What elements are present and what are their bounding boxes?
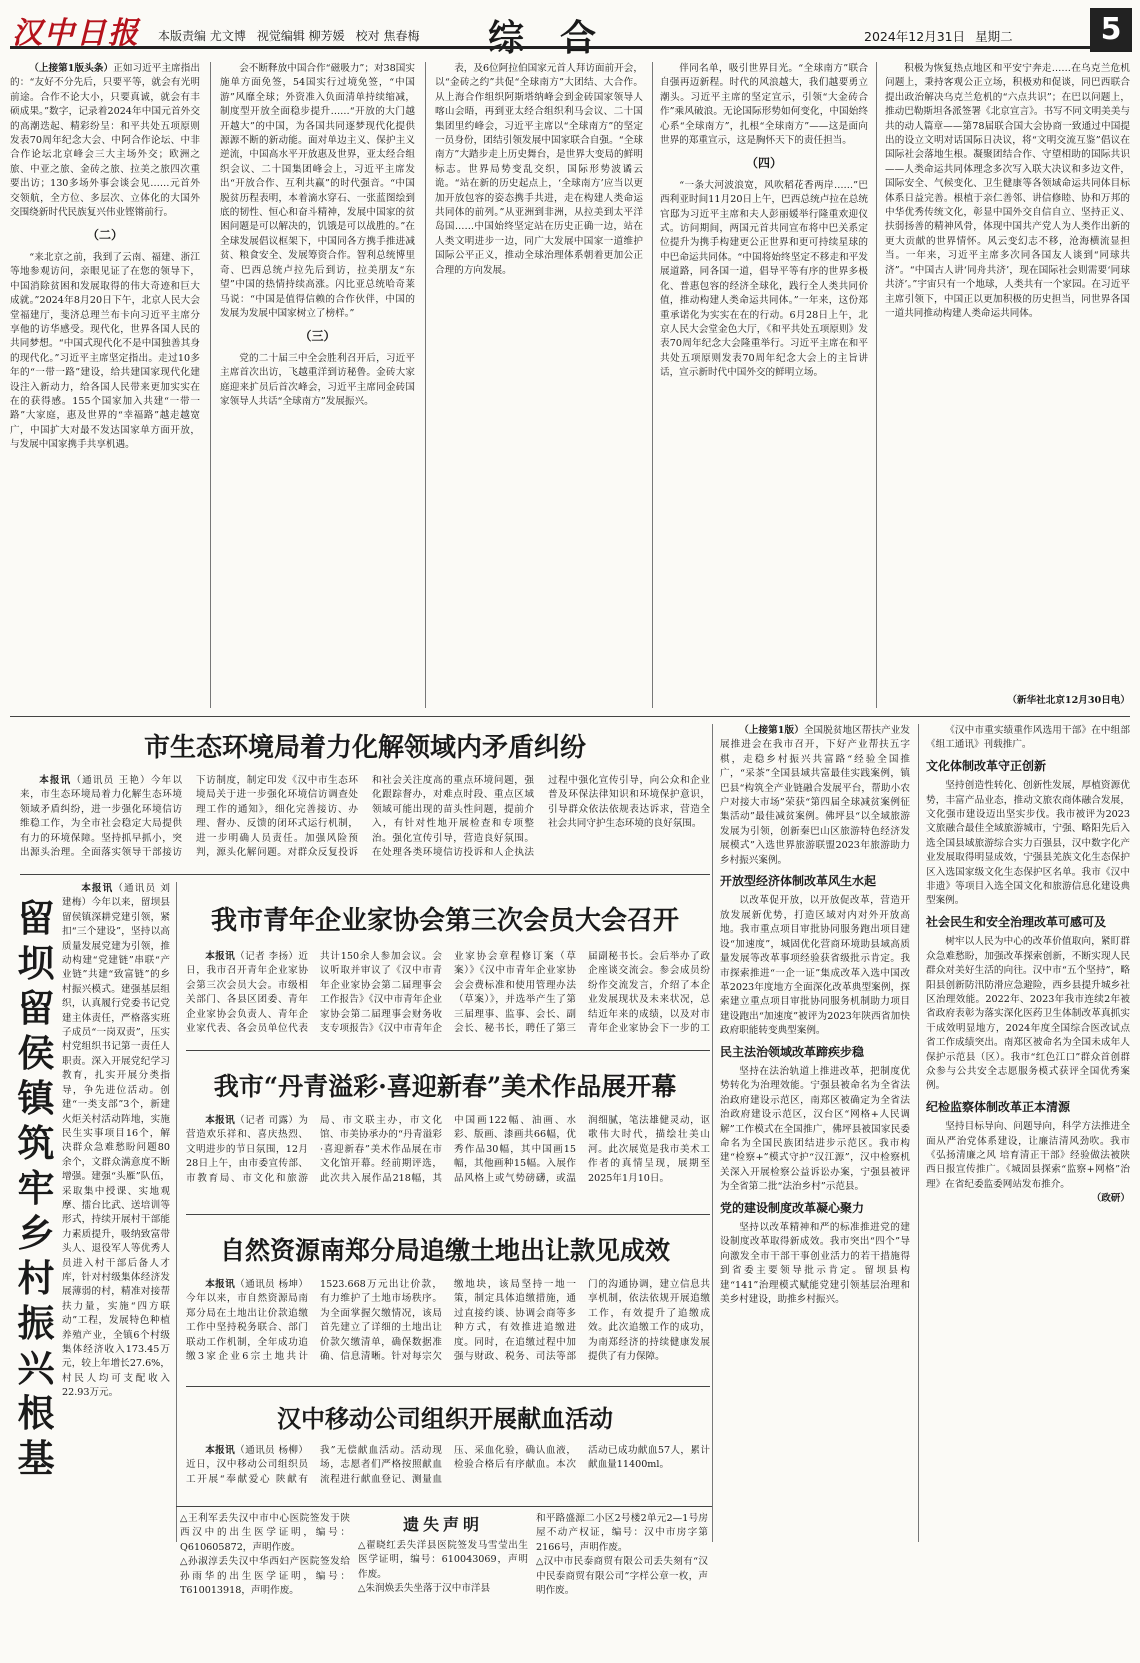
top-story-col-5 [885, 62, 1130, 694]
headline-eco: 市生态环境局着力化解领域内矛盾纠纷 [143, 733, 586, 763]
headline-char: 留 [17, 896, 55, 940]
headline-char: 镇 [17, 1076, 55, 1120]
byline: 本报讯 [205, 1445, 236, 1456]
page-number: 5 [1090, 8, 1132, 52]
article-text: 树牢以人民为中心的改革价值取向，紧盯群众急难愁盼，加强改革探索创新，不断实现人民群众对美好生活的向往。汉中市“五个坚持”，略阳县创新防汛防滑应急避险，西乡县提升城乡社区治理效能。2022年、2023年我市连续2年被省政府表彰为落实深化医药卫生体制改革真抓实干成效明显地方，2024年度全国综合医改试点省工作成绩突出。南郑区被命名为全国未成年人保护示范县（区）。我市“红色江口”群众首创群众参与公共安全志愿服务模式获评全国优秀案例。 [926, 936, 1130, 1092]
staff-credit: 本版责编 尤文博 [158, 29, 246, 43]
headline-char: 侯 [17, 1031, 55, 1075]
article-text: 坚持以改革精神和严的标准推进党的建设制度改革取得新成效。我市突出“四个”导向激发全市干部干事创业活力的若干措施得到省委主要领导批示肯定。留坝县构建“141”治理模式赋能党建引领基层治理和美乡村建设，助推乡村振兴。 [720, 1222, 910, 1306]
headline-char: 乡 [17, 1211, 55, 1255]
top-story-col-3 [435, 62, 643, 710]
masthead [0, 0, 1140, 64]
article-text: （通讯员 杨柳）近日，汉中移动公司组织员工开展“奉献爱心 陕献有我”无偿献血活动。活动现场，志愿者们严格按照献血流程进行献血登记、测量血压、采血化验，确认血液，检验合格后有序献血。本次活动已成功献血57人，累计献血量11400ml。 [186, 1445, 710, 1485]
headline-char: 留 [17, 986, 55, 1030]
top-text: “来北京之前，我到了云南、福建、浙江等地参观访问，亲眼见证了在您的领导下，中国消除贫困和发展取得的伟大奇迹和巨大成就。”2024年8月20日下午，北京人民大会堂福建厅，斐济总理兰布卡向习近平主席分享他的访华感受。现代化，世界各国人民的共同梦想。“中国式现代化不是中国独善其身的现代化。”习近平主席坚定指出。走过10多年的“一带一路”建设，给共建国家现代化建设注入新动力，给各国人民带来更加实实在在的获得感。155个国家加入共建“一带一路”大家庭，惠及世界的“幸福路”越走越宽广，中国扩大对最不发达国家单方面开放，与发展中国家携手共享机遇。 [10, 251, 200, 451]
notice-item: △朱润焕丢失坐落于汉中市洋县 [358, 1583, 491, 1595]
headline-blood: 汉中移动公司组织开展献血活动 [277, 1404, 613, 1433]
notice-item: 和平路盛源二小区2号楼2单元2—1号房屋不动产权证，编号：汉中市房字第2166号，声明作废。 [536, 1513, 708, 1553]
column-divider [652, 62, 653, 708]
notices-right [536, 1512, 708, 1652]
article-divider [186, 1386, 710, 1387]
article-text: （通讯员 杨坤）今年以来，市自然资源局南郑分局在土地出让价款追缴工作中坚持税务联合、部门联动工作机制，全年成功追缴3家企业6宗土地共计1523.668万元出让价款，有力维护了土地市场秩序。为全面掌握欠缴情况，该局首先建立了详细的土地出让价款欠缴清单，确保数据准确、信息清晰。针对每宗欠缴地块，该局坚持一地一策，制定具体追缴措施，通过直接约谈、协调会商等多种方式，有效推进追缴进度。同时，在追缴过程中加强与财政、税务、司法等部门的沟通协调，建立信息共享机制，依法依规开展追缴工作，有效提升了追缴成效。此次追缴工作的成功，为南郑经济的持续健康发展提供了有力保障。 [186, 1279, 710, 1363]
right-col-2 [926, 724, 1130, 1542]
article-text: （通讯员 刘建梅）今年以来，留坝县留侯镇深耕党建引领，紧扣“三个建设”，坚持以高质量发展党建为引领，推动构建“党建链”串联“产业链”共建“致富链”的乡村振兴模式。建强基层组织，认真履行党委书记党建主体责任，严格落实班子成员“一岗双责”，压实村党组织书记第一责任人职责。深入开展党纪学习教育，扎实开展分类指导，争先进位活动。创建“一类支部”3个，新建火炬关村活动阵地，实施民生实事项目16个，解决群众急难愁盼问题80余个，文群众满意度不断增强。建强“头雁”队伍，采取集中授课、实地观摩、擂台比武、送培训等形式，持续开展村干部能力素质提升，吸纳致富带头人、退役军人等优秀人员进入村干部后备人才库，针对村级集体经济发展薄弱的村，精准对接帮扶力量，实施“四方联动”工程，发展特色种植养殖产业，全镇6个村级集体经济收入173.45万元，较上年增长27.6%，村民人均可支配收入22.93万元。 [62, 883, 170, 1399]
column-divider [210, 62, 211, 708]
article-youth-body [186, 950, 710, 1044]
article-text: （记者 李扬）近日，我市召开青年企业家协会第三次会员大会。市级相关部门、各县区团委、青年企业家协会负责人、青年企业家代表、各会员单位代表共计150余人参加会议。会议听取并审议了《汉中市青年企业家协会第二届理事会工作报告》《汉中市青年企业家协会第二届理事会财务收支专项报告》《汉中市青年企业家协会章程修订案（草案）》《汉中市青年企业家协会会费标准和使用管理办法（草案）》，并选举产生了第三届理事、监事、会长、副会长、秘书长，聘任了第三届副秘书长。会后举办了政企座谈交流会。参会成员纷纷作交流发言，介绍了本企业发展现状及未来状况，总结近年来的成绩，以及对市青年企业家协会下一步的工 [186, 951, 710, 1035]
byline: 本报讯 [205, 951, 236, 962]
article-text: 坚持创造性转化、创新性发展，厚植资源优势，丰富产品业态，推动文旅农商体融合发展，文化强市建设迈出坚实步伐。我市被评为2023文旅融合最佳全域旅游城市，宁强、略阳先后入选全国县域旅游综合实力百强县，汉中数字化产业发展取得明显成效，宁强县羌族文化生态保护区入选国家级文化生态保护区名单。我市《汉中非遗》等项目入选全国文化和旅游信息化建设典型案例。 [926, 780, 1130, 907]
headline-char: 牢 [17, 1166, 55, 1210]
article-divider [186, 1214, 710, 1215]
subheading: 开放型经济体制改革风生水起 [720, 874, 877, 889]
headline-char: 坝 [17, 941, 55, 985]
notices-rule [176, 1506, 712, 1507]
headline-char: 振 [17, 1301, 55, 1345]
top-text: “一条大河波浪宽，风吹稻花香两岸……”巴西利亚时间11月20日上午，巴西总统卢拉在总统官邸为习近平主席和夫人彭丽媛举行隆重欢迎仪式。访问期间，两国元首共同宣布将中巴关系定位提升为携手构建更公正世界和更可持续星球的中巴命运共同体。“中国将始终坚定不移走和平发展道路，同各国一道，倡导平等有序的世界多极化、普惠包容的经济全球化，践行全人类共同价值，推动构建人类命运共同体。”一年来，这份郑重承诺化为实实在在的行动。6月28日上午，北京人民大会堂金色大厅，《和平共处五项原则》发表70周年纪念大会隆重举行。习近平主席在和平共处五项原则发表70周年纪念大会上的主旨讲话，宣示新时代中国外交的鲜明立场。 [660, 179, 868, 379]
article-blood-body [186, 1444, 710, 1504]
headline-liuba [14, 896, 58, 1481]
staff-credit: 视觉编辑 柳芳媛 [256, 29, 345, 43]
staff-credit: 校对 焦春梅 [355, 29, 420, 43]
headline-char: 兴 [17, 1346, 55, 1390]
masthead-rule [10, 46, 1130, 49]
article-end-tag: （政研） [1091, 1193, 1130, 1205]
top-story-col-2 [220, 62, 415, 710]
article-text: 坚持在法治轨道上推进改革，把制度优势转化为治理效能。宁强县被命名为全省法治政府建设示范区，南郑区被确定为全省法治政府建设示范区，汉台区“网格+人民调解”工作模式在全国推广，佛坪县被国家民委命名为全国民族团结进步示范区。我市构建“检察+”模式守护“汉江源”，汉中检察机关深入开展检察公益诉讼办案，宁强县被评为全省第二批“法治乡村”示范县。 [720, 1065, 910, 1193]
notice-title: 遗失声明 [402, 1515, 483, 1534]
column-divider [876, 62, 877, 708]
top-story-col-4 [660, 62, 868, 710]
section-title: 综合 [488, 18, 633, 59]
staff-credits [158, 27, 419, 44]
article-text: 坚持目标导向、问题导向，科学方法推进全面从严治党体系建设，让廉洁清风劲吹。我市《弘扬清廉之风 培育清正干部》经验做法被陕西日报宣传推广。《城固县探索“监察+网格”治理》在省纪委监委网站发布推介。 [926, 1121, 1130, 1190]
article-text: 全国脱贫地区帮扶产业发展推进会在我市召开，下好产业帮扶五字棋，走稳乡村振兴共富路“经验全国推广，“采茶”全国县域共富最佳实践案例，镇巴县“构筑全产业链融合发展平台，帮助小农户对接大市场”荣获“第四届全球减贫案例征集活动”最佳减贫案例。佛坪县“以全域旅游发展为引领，创新秦巴山区旅游特色经济发展模式”入选世界旅游联盟2023年旅游助力乡村振兴案例。 [720, 725, 910, 866]
section-marker: （三） [299, 329, 336, 344]
headline-land: 自然资源南郑分局追缴土地出让款见成效 [219, 1236, 670, 1265]
subheading: 文化体制改革守正创新 [926, 758, 1047, 773]
subheading: 纪检监察体制改革正本清源 [926, 1099, 1071, 1114]
article-text: （记者 司露）为营造欢乐祥和、喜庆热烈、文明进步的节日氛围，12月28日上午，由市委宣传部、市教育局、市文化和旅游局、市文联主办，市文化馆、市美协承办的“丹青溢彩·喜迎新春”美术作品展在市文化馆开幕。经前期评选，此次共入展作品218幅，其中国画122幅、油画、水彩、版画、漆画共66幅，优秀作品30幅，其中国画15幅，其他画种15幅。入展作品风格上或气势磅礴，或温润细腻，笔法雄健灵动，讴歌伟大时代，描绘壮美山河。此次展览是我市美术工作者的真情呈现，展期至2025年1月10日。 [186, 1115, 710, 1184]
top-text: 表，及6位阿拉伯国家元首人拜访面前开会，以“金砖之约”共促“全球南方”大团结、大合作。从上海合作组织阿斯塔纳峰会到金砖国家领导人喀山会晤，再到亚太经合组织利马会议、二十国集团里约峰会，习近平主席以“全球南方”的坚定一员身份，团结引领发展中国家联合自强。“全球南方”大踏步走上历史舞台，是世界大变局的鲜明标志。世界局势变乱交织，国际形势波谲云诡。“站在新的历史起点上，‘全球南方’应当以更加开放包容的姿态携手共进，走在构建人类命运共同体的前列。”从亚洲到非洲，从拉美到太平洋岛国……中国始终坚定站在历史正确一边，站在人类文明进步一边，同广大发展中国家一道维护国际公平正义，推动全球治理体系朝着更加公正合理的方向发展。 [435, 63, 643, 276]
article-text: 以改革促开放，以开放促改革，营造开放发展新优势，打造区域对内对外开放高地。我市重点项目审批协同服务跑出项目建设“加速度”，城固优化营商环境助县域高质量发展等改革事项经验获省级批示肯定。我市探索推进“一企一证”集成改革入选中国改革2023年度地方全面深化改革典型案例，探索建立重点项目审批协同服务机制助力项目建设跑出“加速度”被评为2023年陕西省加快政府职能转变典型案例。 [720, 895, 910, 1037]
weekday-text: 星期二 [975, 29, 1013, 44]
column-divider [918, 724, 919, 1542]
article-divider [20, 874, 710, 875]
subheading: 民主法治领域改革蹄疾步稳 [720, 1044, 865, 1059]
top-text: 积极为恢复热点地区和平安宁奔走……在乌克兰危机问题上，秉持客观公正立场，积极劝和促谈，同巴西联合提出政治解决乌克兰危机的“六点共识”；在巴以问题上，推动巴勒斯坦各派签署《北京宣言》。书写不同文明美美与共的动人篇章——第78届联合国大会协商一致通过中国提出的设立文明对话国际日决议，将“文明交流互鉴”倡议在国际社会落地生根。凝聚团结合作、守望相助的国际共识——人类命运共同体理念多次写入联大决议和多边文件，国际安全、气候变化、卫生健康等各领域命运共同体目标体系日益完善。根植于亲仁善邻、讲信修睦、协和万邦的中华优秀传统文化，彰显中国外交自信自立、坚持正义、扶弱扬善的精神风骨，体现中国共产党人为人类作出新的更大贡献的世界情怀。风云变幻志不移，沧海横流显担当。一年来，习近平主席多次同各国友人谈到“同球共济”。“中国古人讲‘同舟共济’，现在国际社会则需要‘同球共济’。”宇宙只有一个地球，人类共有一个家园。在习近平主席引领下，中国正以更加积极的历史担当，同世界各国一道共同推动构建人类命运共同体。 [885, 63, 1130, 319]
top-text: 会不断释放中国合作“磁吸力”；对38国实施单方面免签，54国实行过境免签，“中国游”风靡全球；外资准入负面清单持续缩减，制度型开放全面稳步提升……“开放的大门越开越大”的中国，为各国共同逐梦现代化提供源源不断的新动能。面对单边主义、保护主义逆流，中国高水平开放惠及世界，亚太经合组织会议、二十国集团峰会上，习近平主席发出“开放合作、互利共赢”的时代强音。“中国脱贫历程表明，本着滴水穿石、一张蓝图绘到底的韧性、恒心和奋斗精神，发展中国家的贫困问题是可以解决的，饥饿是可以战胜的。”在全球发展倡议框架下，中国同各方携手推进减贫、粮食安全、发展筹资合作。智利总统博里奇、巴西总统卢拉先后到访，拉美朋友“东望”中国的热情持续高涨。闪比亚总统哈奇莱马说：“中国是值得信赖的合作伙伴，中国的发展为发展中国家树立了榜样。” [220, 63, 415, 319]
article-text: 《汉中市重实绩重作风选用干部》在中组部《组工通讯》刊载推广。 [926, 725, 1130, 751]
subheading: 党的建设制度改革凝心聚力 [720, 1200, 865, 1215]
headline-char: 基 [17, 1436, 55, 1480]
right-col-1 [720, 724, 910, 1542]
dateline: （新华社北京12月30日电） [1007, 695, 1130, 706]
notice-item: △汉中市民泰商贸有限公司丢失刻有“汉中民泰商贸有限公司”字样公章一枚，声明作废。 [536, 1556, 708, 1597]
newspaper-logo: 汉中日报 [12, 16, 140, 51]
section-rule [10, 716, 1130, 717]
continuation-lead: （上接第1版头条） [29, 63, 114, 74]
headline-art: 我市“丹青溢彩·喜迎新春”美术作品展开幕 [213, 1072, 677, 1101]
article-land-body [186, 1278, 710, 1380]
notices-middle [358, 1512, 528, 1649]
headline-char: 根 [17, 1391, 55, 1435]
headline-youth: 我市青年企业家协会第三次会员大会召开 [210, 906, 679, 936]
continuation-lead: （上接第1版） [739, 725, 804, 736]
date-text: 2024年12月31日 [864, 29, 966, 44]
notice-item: △孙淑淳丢失汉中华西妇产医院签发给孙雨华的出生医学证明，编号：T610013918，声明作废。 [180, 1556, 350, 1597]
byline: 本报讯 [205, 1115, 236, 1126]
headline-char: 村 [17, 1256, 55, 1300]
top-story-col-1 [10, 62, 200, 710]
section-marker: （四） [745, 156, 782, 171]
article-eco-body [20, 774, 710, 868]
notices-left [180, 1512, 350, 1652]
subheading: 社会民生和安全治理改革可感可及 [926, 914, 1107, 929]
headline-char: 筑 [17, 1121, 55, 1165]
article-divider [186, 1050, 710, 1051]
section-marker: （二） [86, 228, 123, 243]
top-text: 正如习近平主席指出的：“友好不分先后，只要平等，就会有光明前途。合作不论大小，只要真诚，就会有丰硕成果。”数字，记录着2024年中国元首外交的高潮迭起、精彩纷呈：和平共处五项原则发表70周年纪念大会、中阿合作论坛、中非合作论坛北京峰会三大主场外交；欧洲之旅、中亚之旅、金砖之旅、拉美之旅四次重要出访；130多场外事会谈会见……元首外交领航，全方位、多层次、立体化的大国外交围绕新时代民族复兴伟业铿锵前行。 [10, 63, 200, 219]
article-liuba-body [62, 882, 170, 1542]
article-text: （通讯员 王艳）今年以来，市生态环境局着力化解生态环境领域矛盾纠纷，进一步强化环境信访维稳工作，为全市社会稳定大局提供有力的环境保障。坚持抓早抓小，突出源头治理。全面落实领导干部接访下访制度，制定印发《汉中市生态环境局关于进一步强化环境信访调查处理工作的通知》，细化完善接访、办理、督办、反馈的闭环式运行机制，进一步明确人员责任。加强风险预判，源头化解问题。对群众反复投诉和社会关注度高的重点环境问题，强化跟踪督办，对难点时段、重点区域领域可能出现的苗头性问题，提前介入，有针对性地开展检查和专项整治。强化宣传引导，营造良好氛围。在处理各类环境信访投诉和人企执法过程中强化宣传引导，向公众和企业普及环保法律知识和环境保护意识，引导群众依法依规表达诉求，营造全社会共同守护生态环境的良好氛围。 [20, 775, 710, 859]
top-text: 伴同名单，吸引世界目光。“全球南方”联合自强再迈新程。时代的风浪越大，我们越要勇立潮头。习近平主席的坚定宣示，引领“大金砖合作”乘风破浪。无论国际形势如何变化，中国始终心系“全球南方”，扎根“全球南方”——这是面向世界的郑重宣示，这是胸怀天下的责任担当。 [660, 63, 868, 147]
article-art-body [186, 1114, 710, 1208]
byline: 本报讯 [205, 1279, 236, 1290]
notice-item: △王利军丢失汉中市中心医院签发于陕西汉中的出生医学证明，编号：Q610605872，声明作废。 [180, 1513, 350, 1553]
byline: 本报讯 [81, 883, 114, 894]
issue-date [864, 27, 1013, 45]
top-text: 党的二十届三中全会胜利召开后，习近平主席首次出访，飞越重洋到访秘鲁。金砖大家庭迎来扩员后首次峰会，习近平主席同金砖国家领导人共话“全球南方”发展振兴。 [220, 352, 415, 407]
notice-item: △翟晓红丢失洋县医院签发马雪莹出生医学证明，编号：610043069，声明作废。 [358, 1540, 528, 1580]
column-divider [176, 882, 177, 1542]
byline: 本报讯 [39, 775, 72, 786]
column-divider [712, 724, 713, 1542]
column-divider [425, 62, 426, 708]
